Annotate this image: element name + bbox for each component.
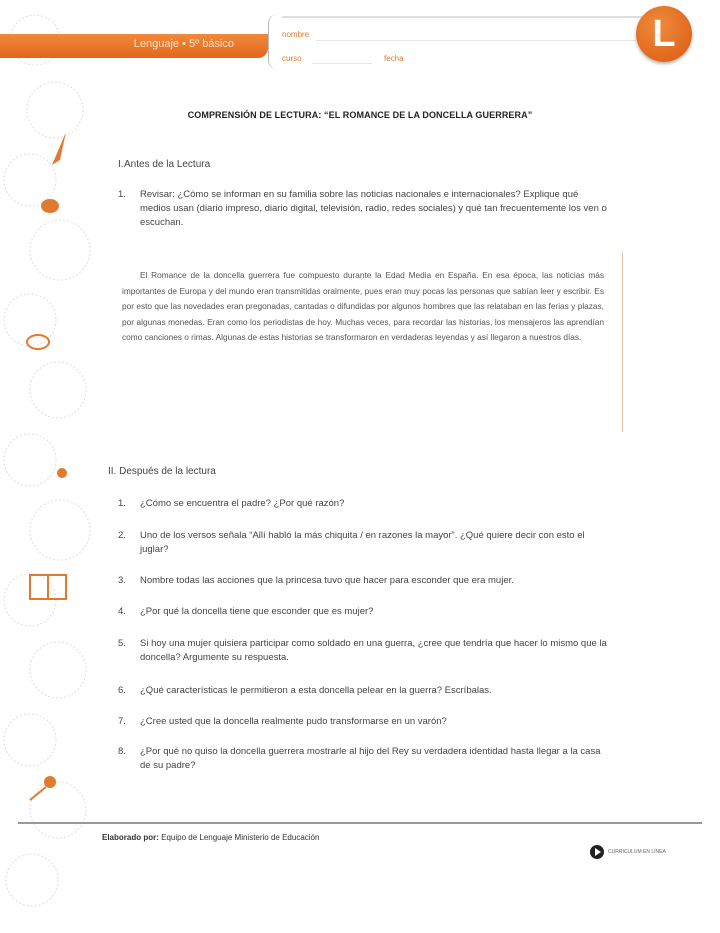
reading-passage: El Romance de la doncella guerrera fue compuesto durante la Edad Media en España. En esa época, las noticias más importantes de Europa y del mundo eran transmitidas oralmente, pues eran muy pocas las personas que sabían leer y escribir. Es por esto que las novedades eran pregonadas, cantadas o difundidas por algunos hombres que las relataban en las ferias y plazas, por algunas monedas. Eran como los periodistas de hoy. Muchas veces, para recordar las historias, los mensajeros las aprendían como canciones o rimas. Algunas de estas historias se transformaron en verdaderas leyendas y así llegaron a nuestros días. bbox=[122, 270, 604, 342]
question-item: 4. ¿Por qué la doncella tiene que esconder que es mujer? bbox=[118, 606, 374, 617]
course-field[interactable] bbox=[312, 63, 372, 64]
name-label: nombre bbox=[282, 30, 310, 39]
question-item: 5. Si hoy una mujer quisiera participar como soldado en una guerra, ¿cree que tendría que hacer lo mismo que la doncella? Argumente su respuesta. bbox=[118, 638, 607, 663]
question-item: 1. ¿Cómo se encuentra el padre? ¿Por qué razón? bbox=[118, 498, 345, 509]
play-icon bbox=[590, 845, 604, 859]
book-icon bbox=[30, 575, 66, 599]
question-item: 8. ¿Por qué no quiso la doncella guerrera mostrarle al hijo del Rey su verdadera identidad hasta llegar a la casa de su padre? bbox=[118, 746, 601, 771]
curriculum-logo: CURRICULUM EN LÍNEA bbox=[590, 845, 666, 859]
quill-icon bbox=[52, 132, 66, 165]
section2-heading: II. Después de la lectura bbox=[108, 466, 216, 477]
question-item: 2. Uno de los versos señala “Allí habló la más chiquita / en razones la mayor”. ¿Qué quiere decir con esto el juglar? bbox=[118, 530, 585, 555]
question-item: 6. ¿Qué características le permitieron a esta doncella pelear en la guerra? Escríbalas. bbox=[118, 685, 492, 696]
header-divider bbox=[282, 16, 652, 18]
course-label: curso bbox=[282, 54, 302, 63]
decorative-swirl-border bbox=[0, 0, 100, 933]
comma-icon bbox=[57, 468, 67, 478]
subject-badge: L bbox=[636, 6, 692, 62]
question-item: 3. Nombre todas las acciones que la princesa tuvo que hacer para esconder que era mujer. bbox=[118, 575, 514, 586]
subject-band bbox=[0, 34, 268, 58]
header-bracket bbox=[268, 14, 279, 70]
date-label: fecha bbox=[384, 54, 404, 63]
question-item: 7. ¿Cree usted que la doncella realmente pudo transformarse en un varón? bbox=[118, 716, 447, 727]
inkpot-icon bbox=[41, 199, 59, 213]
footer-divider bbox=[18, 822, 702, 824]
speech-bubble-icon bbox=[27, 335, 49, 349]
footer-credit: Elaborado por: Equipo de Lenguaje Ministerio de Educación bbox=[102, 833, 320, 842]
page-title: COMPRENSIÓN DE LECTURA: “EL ROMANCE DE LA DONCELLA GUERRERA” bbox=[187, 110, 533, 120]
name-field[interactable] bbox=[316, 40, 636, 41]
subject-label: Lenguaje • 5º básico bbox=[133, 38, 234, 50]
passage-border bbox=[622, 252, 623, 432]
pre-reading-question: 1. Revisar: ¿Cómo se informan en su familia sobre las noticias nacionales e internacionales? Explique qué medios usan (diario impreso, diario digital, televisión, radio, redes sociales) y qué tan frecuentemente los ven o escuchan. bbox=[118, 189, 607, 228]
microphone-icon bbox=[30, 776, 56, 800]
section1-number: I. bbox=[118, 159, 124, 170]
section1-heading: Antes de la Lectura bbox=[124, 159, 211, 170]
